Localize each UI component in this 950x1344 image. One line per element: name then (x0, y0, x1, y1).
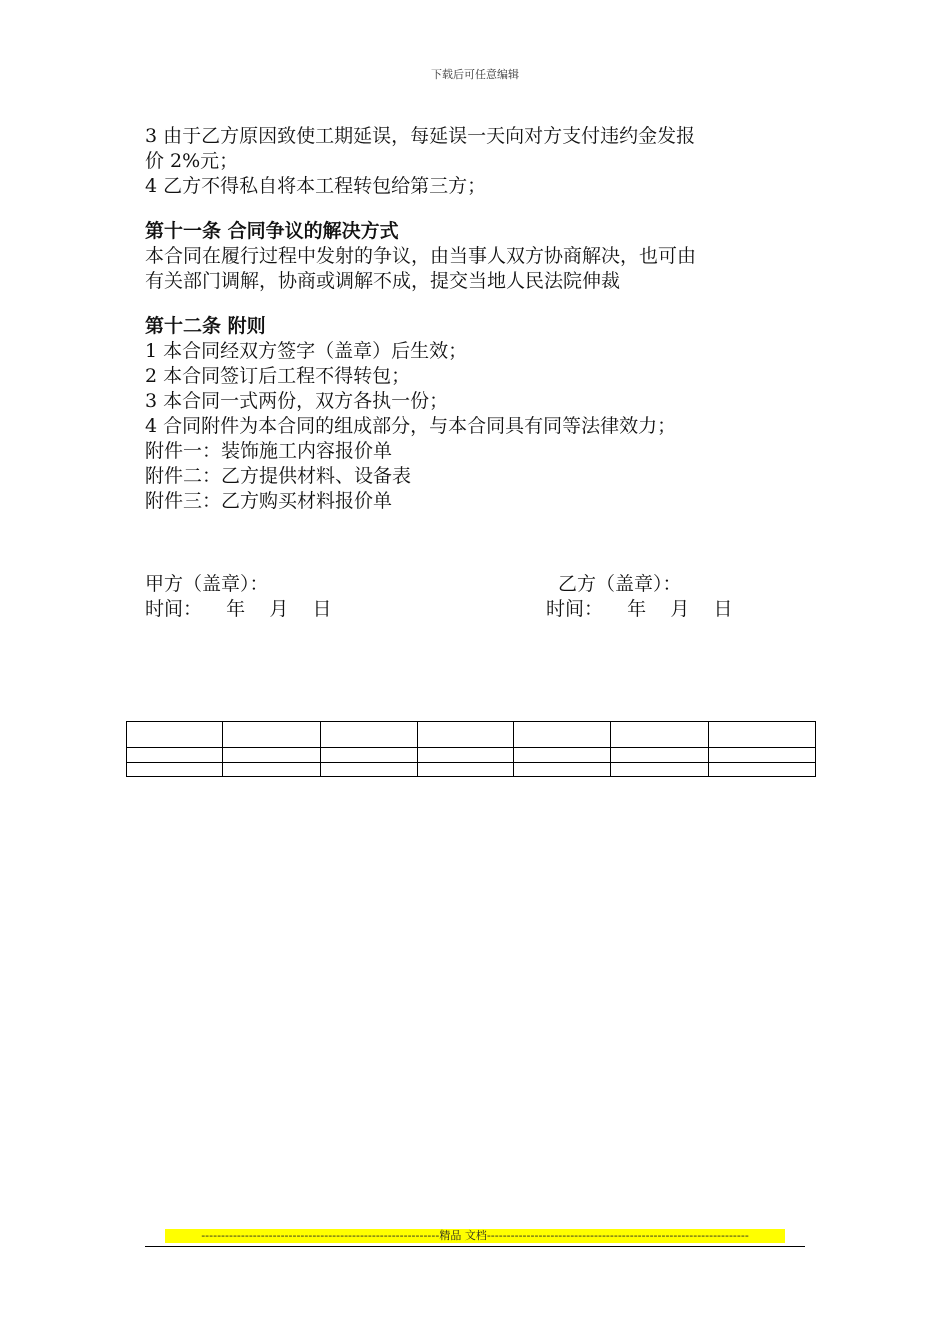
table-cell (222, 763, 320, 777)
attachment-1: 附件一：装饰施工内容报价单 (145, 440, 393, 462)
table-cell (611, 722, 709, 748)
clause11-title: 第十一条 合同争议的解决方式 (145, 220, 399, 242)
table-cell (417, 722, 514, 748)
footer-rule (145, 1246, 805, 1247)
clause12-line-3: 3 本合同一式两份，双方各执一份； (145, 390, 449, 412)
party-b-seal-label: 乙方（盖章）： (558, 573, 682, 595)
table-cell (320, 748, 417, 763)
header-note: 下载后可任意编辑 (431, 68, 519, 81)
document-body (145, 124, 810, 514)
table-cell (514, 748, 611, 763)
table-cell (417, 763, 514, 777)
party-a-seal-label: 甲方（盖章）： (145, 573, 269, 595)
table-row (127, 722, 816, 748)
blank-table (126, 721, 816, 777)
party-a-date-label: 时间： 年 月 日 (145, 598, 332, 620)
table-cell (222, 722, 320, 748)
clause12-line-4: 4 合同附件为本合同的组成部分，与本合同具有同等法律效力； (145, 415, 677, 437)
table-cell (127, 748, 223, 763)
clause11-line-2: 有关部门调解，协商或调解不成，提交当地人民法院伸裁 (145, 270, 621, 292)
table-cell (222, 748, 320, 763)
attachment-3: 附件三：乙方购买材料报价单 (145, 490, 393, 512)
table-cell (127, 722, 223, 748)
party-b-date-label: 时间： 年 月 日 (546, 598, 733, 620)
clause12-line-1: 1 本合同经双方签字（盖章）后生效； (145, 340, 468, 362)
table-cell (127, 763, 223, 777)
table-cell (320, 763, 417, 777)
table-cell (611, 748, 709, 763)
table-cell (709, 763, 816, 777)
table-cell (709, 722, 816, 748)
clause11-line-1: 本合同在履行过程中发射的争议，由当事人双方协商解决，也可由 (145, 245, 697, 267)
table-cell (709, 748, 816, 763)
clause10-line-2: 价 2%元； (145, 150, 239, 172)
table-cell (514, 763, 611, 777)
clause10-line-3: 4 乙方不得私自将本工程转包给第三方； (145, 175, 487, 197)
footer-watermark-band: ------------------------------------------------------------精品 文档------------------------------------------------------------------ (165, 1229, 785, 1243)
clause12-line-2: 2 本合同签订后工程不得转包； (145, 365, 411, 387)
table-row (127, 748, 816, 763)
table-cell (417, 748, 514, 763)
table-cell (514, 722, 611, 748)
clause12-title: 第十二条 附则 (145, 315, 266, 337)
clause10-line-1: 3 由于乙方原因致使工期延误，每延误一天向对方支付违约金发报 (145, 125, 696, 147)
table-cell (611, 763, 709, 777)
table-cell (320, 722, 417, 748)
attachment-2: 附件二：乙方提供材料、设备表 (145, 465, 412, 487)
table-row (127, 763, 816, 777)
